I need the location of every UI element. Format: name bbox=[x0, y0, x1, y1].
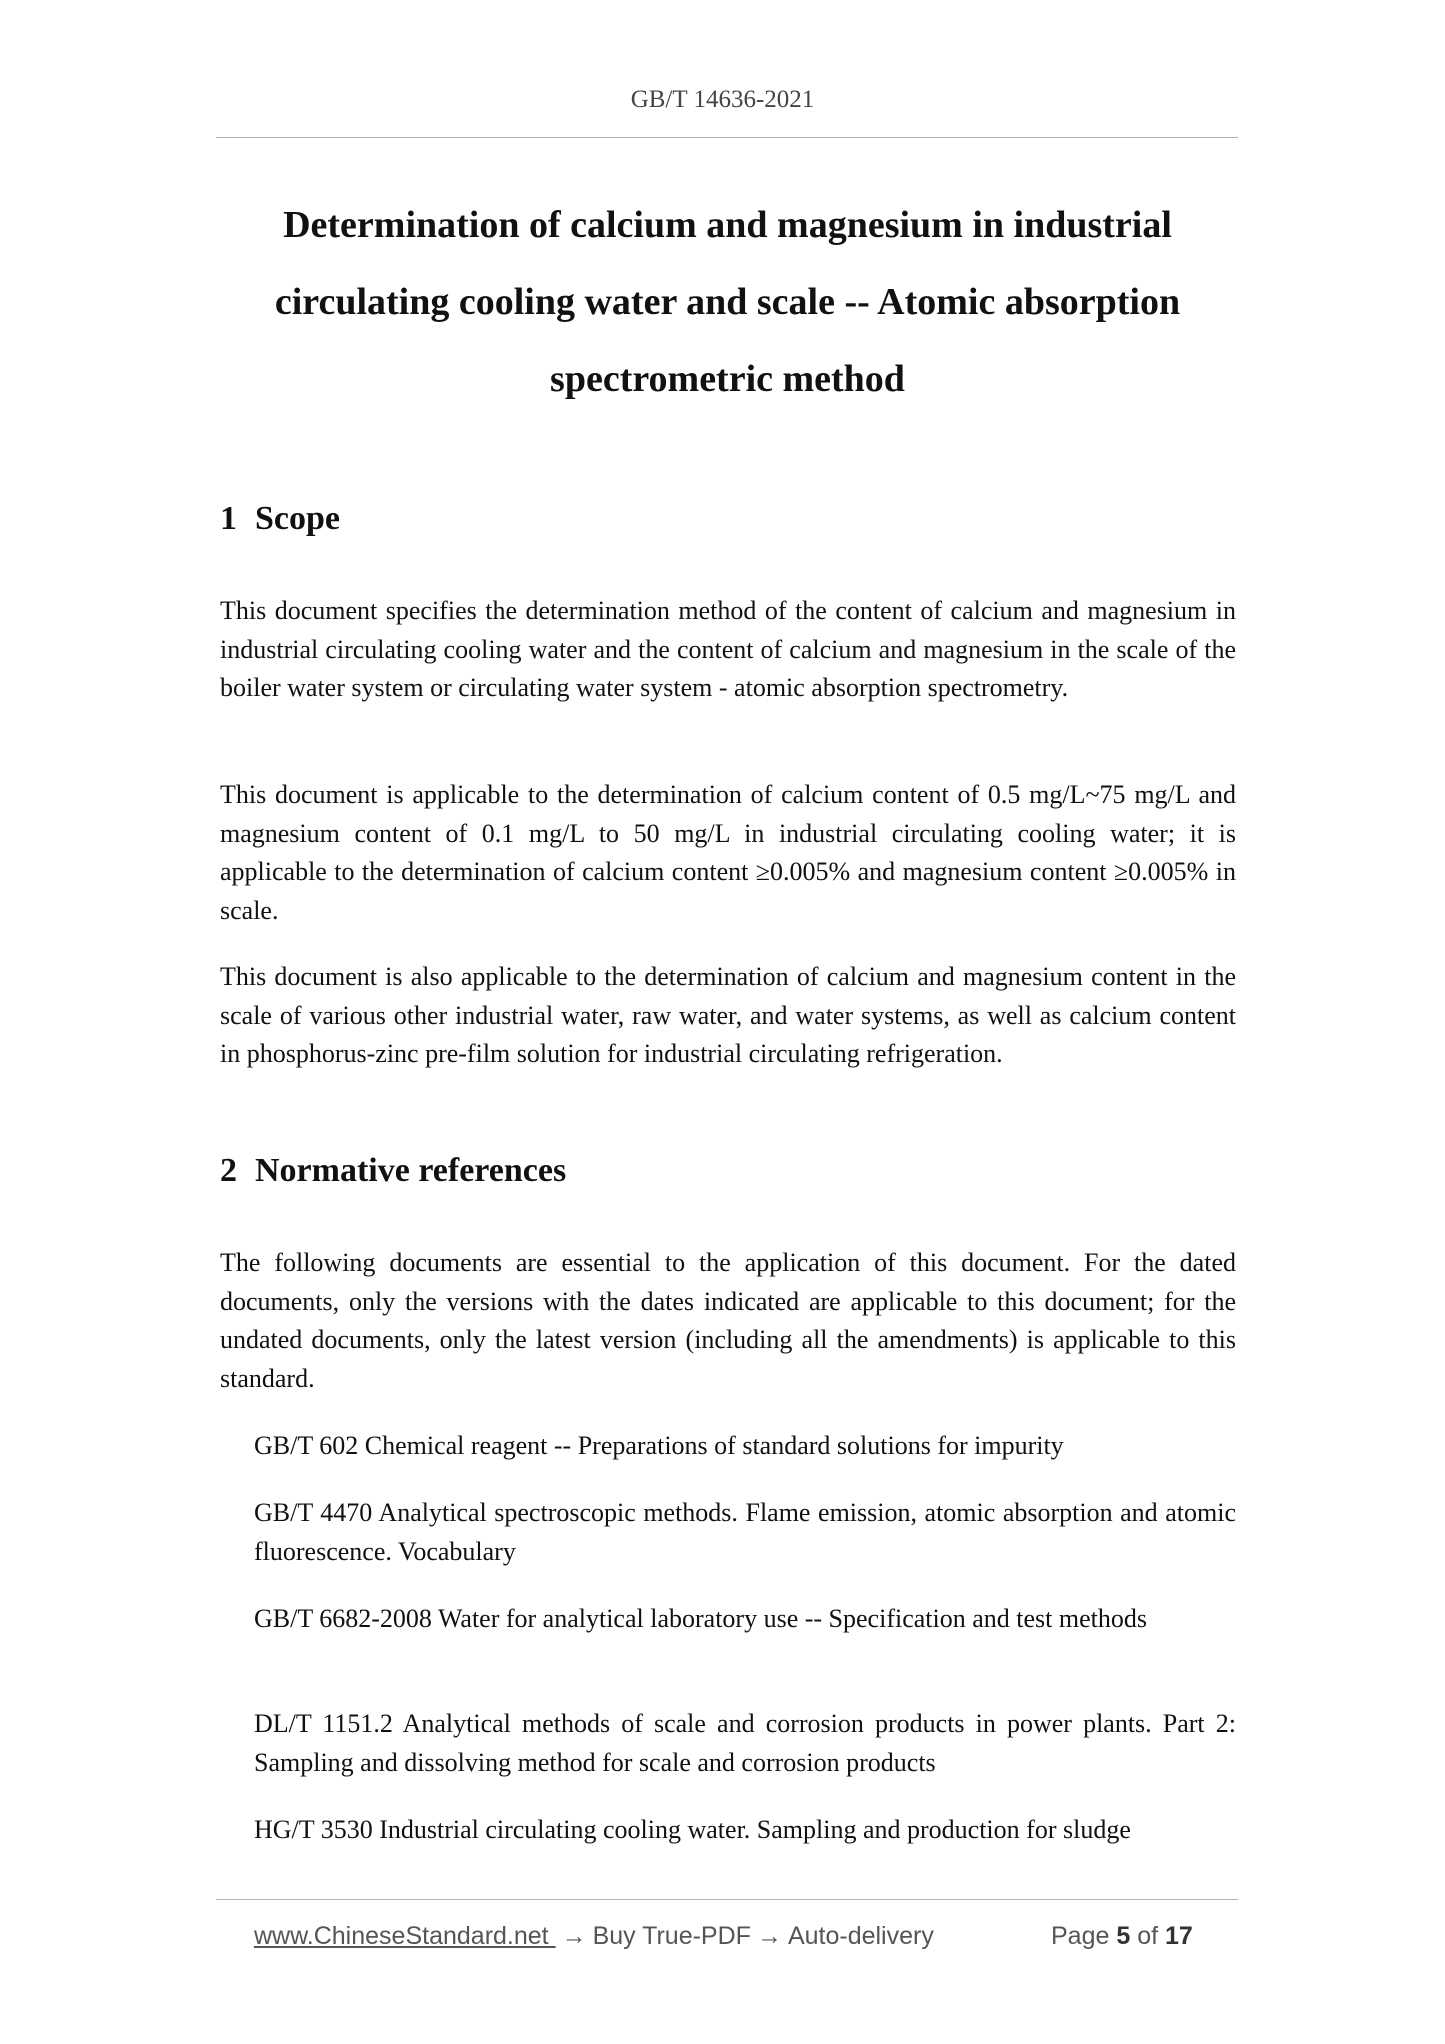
title-line-2: circulating cooling water and scale -- Atomic absorption bbox=[274, 281, 1181, 323]
references-intro-paragraph: The following documents are essential to the application of this document. For the dated documents, only the versions with the dates indicated are applicable to this document; for the undated documents, only the latest version (including all the amendments) is applicable to this standard. bbox=[220, 1248, 1236, 1393]
reference-item: GB/T 6682-2008 Water for analytical laboratory use -- Specification and test methods bbox=[254, 1604, 1147, 1633]
total-pages-number: 17 bbox=[1165, 1922, 1193, 1950]
of-label: of bbox=[1137, 1922, 1159, 1950]
reference-item: DL/T 1151.2 Analytical methods of scale and corrosion products in power plants. Part 2: Sampling and dissolving method for scale and corrosion products bbox=[254, 1709, 1236, 1777]
scope-paragraph-2: This document is applicable to the determination of calcium content of 0.5 mg/L~75 mg/L and magnesium content of 0.1 mg/L to 50 mg/L in industrial circulating cooling water; it is applicable to the determination of calcium content ≥0.005% and magnesium content ≥0.005% in scale. bbox=[220, 780, 1236, 925]
section-title: Normative references bbox=[255, 1152, 567, 1189]
section-number: 2 bbox=[220, 1152, 237, 1189]
title-line-1: Determination of calcium and magnesium in industrial bbox=[283, 204, 1172, 246]
section-heading-scope bbox=[220, 500, 340, 538]
reference-item: GB/T 602 Chemical reagent -- Preparations of standard solutions for impurity bbox=[254, 1431, 1064, 1460]
reference-item: GB/T 4470 Analytical spectroscopic methods. Flame emission, atomic absorption and atomic fluorescence. Vocabulary bbox=[254, 1498, 1236, 1566]
scope-paragraph-1: This document specifies the determination method of the content of calcium and magnesium in industrial circulating cooling water and the content of calcium and magnesium in the scale of the boiler water system or circulating water system - atomic absorption spectrometry. bbox=[220, 596, 1236, 702]
section-heading-normative-references bbox=[220, 1152, 566, 1190]
title-line-3: spectrometric method bbox=[550, 358, 905, 400]
document-title bbox=[230, 187, 1225, 418]
current-page-number: 5 bbox=[1116, 1922, 1131, 1950]
section-number: 1 bbox=[220, 500, 237, 537]
section-title: Scope bbox=[255, 500, 340, 537]
buy-true-pdf-text: Buy True-PDF bbox=[592, 1922, 751, 1950]
arrow-right-icon: → bbox=[756, 1922, 782, 1950]
auto-delivery-text: Auto-delivery bbox=[787, 1922, 934, 1950]
reference-item: HG/T 3530 Industrial circulating cooling water. Sampling and production for sludge bbox=[254, 1815, 1131, 1844]
running-header: GB/T 14636-2021 bbox=[630, 86, 815, 113]
website-link[interactable]: www.ChineseStandard.net bbox=[254, 1922, 556, 1950]
header-divider bbox=[216, 137, 1238, 138]
page-label: Page bbox=[1051, 1922, 1110, 1950]
footer-divider bbox=[216, 1899, 1238, 1900]
scope-paragraph-3: This document is also applicable to the determination of calcium and magnesium content in the scale of various other industrial water, raw water, and water systems, as well as calcium content in phosphorus-zinc pre-film solution for industrial circulating refrigeration. bbox=[220, 962, 1236, 1068]
arrow-right-icon: → bbox=[561, 1922, 587, 1950]
page-indicator bbox=[1051, 1922, 1193, 1951]
page-footer bbox=[254, 1922, 1204, 1951]
